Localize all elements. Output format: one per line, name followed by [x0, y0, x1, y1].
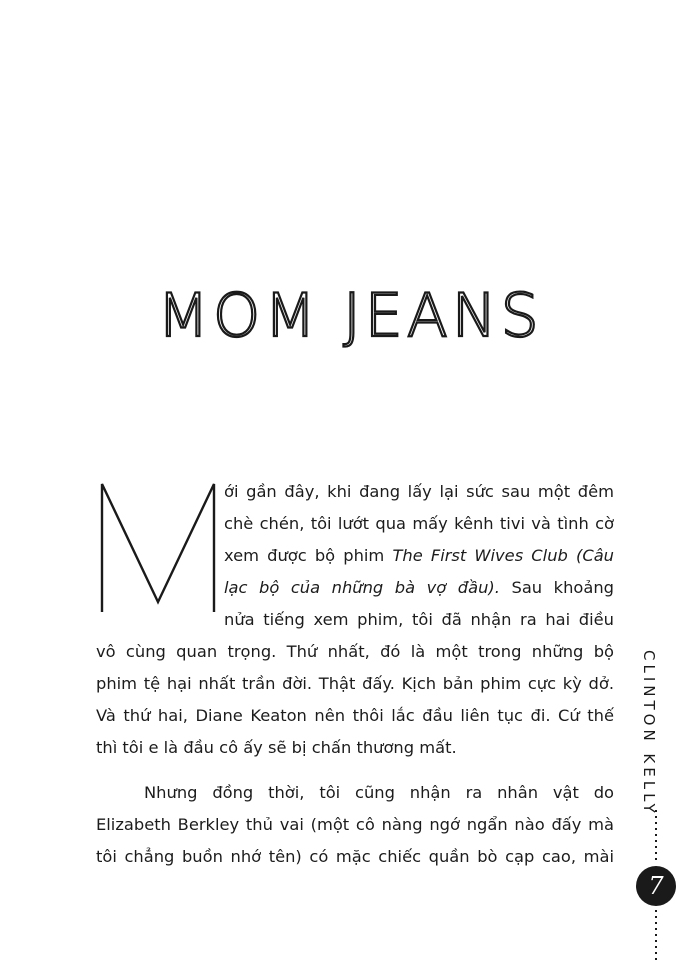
svg-text:M: M: [96, 478, 97, 479]
paragraph2-line-3: tôi chẳng buồn nhớ tên) có mặc chiếc quần bò cạp cao, mài: [96, 847, 614, 866]
paragraph1-line-3: [224, 545, 614, 567]
drop-cap-letter: [96, 478, 220, 616]
film-title-translation-italic: lạc bộ của những bà vợ đầu).: [224, 578, 500, 597]
paragraph1-line-1: ới gần đây, khi đang lấy lại sức sau một đêm: [224, 482, 614, 501]
svg-text:MOM JEANS: MOM JEANS: [157, 281, 543, 351]
paragraph1-line-2: chè chén, tôi lướt qua mấy kênh tivi và tình cờ: [224, 514, 614, 533]
chapter-title-text: [157, 270, 543, 351]
chapter-title: [0, 270, 700, 360]
paragraph2-line-2: Elizabeth Berkley thủ vai (một cô nàng ngớ ngẩn nào đấy mà: [96, 815, 614, 834]
paragraph2-line-1: Nhưng đồng thời, tôi cũng nhận ra nhân vật do: [144, 783, 614, 802]
author-running-head: CLINTON KELLY: [640, 650, 658, 817]
paragraph1-line-7: phim tệ hại nhất trần đời. Thật đấy. Kịch bản phim cực kỳ dở.: [96, 674, 614, 693]
paragraph1-line-6: vô cùng quan trọng. Thứ nhất, đó là một trong những bộ: [96, 642, 614, 661]
page-number-badge: 7: [636, 866, 676, 906]
paragraph1-line-9: thì tôi e là đầu cô ấy sẽ bị chấn thương mất.: [96, 738, 457, 757]
paragraph1-line-5: nửa tiếng xem phim, tôi đã nhận ra hai điều: [224, 610, 614, 629]
paragraph1-line-4: [224, 577, 614, 599]
paragraph1-line-3-text: xem được bộ phim: [224, 546, 393, 565]
film-title-italic: The First Wives Club (Câu: [392, 546, 614, 565]
paragraph1-line-4-text: Sau khoảng: [499, 578, 614, 597]
paragraph1-line-8: Và thứ hai, Diane Keaton nên thôi lắc đầu liên tục đi. Cứ thế: [96, 706, 614, 725]
